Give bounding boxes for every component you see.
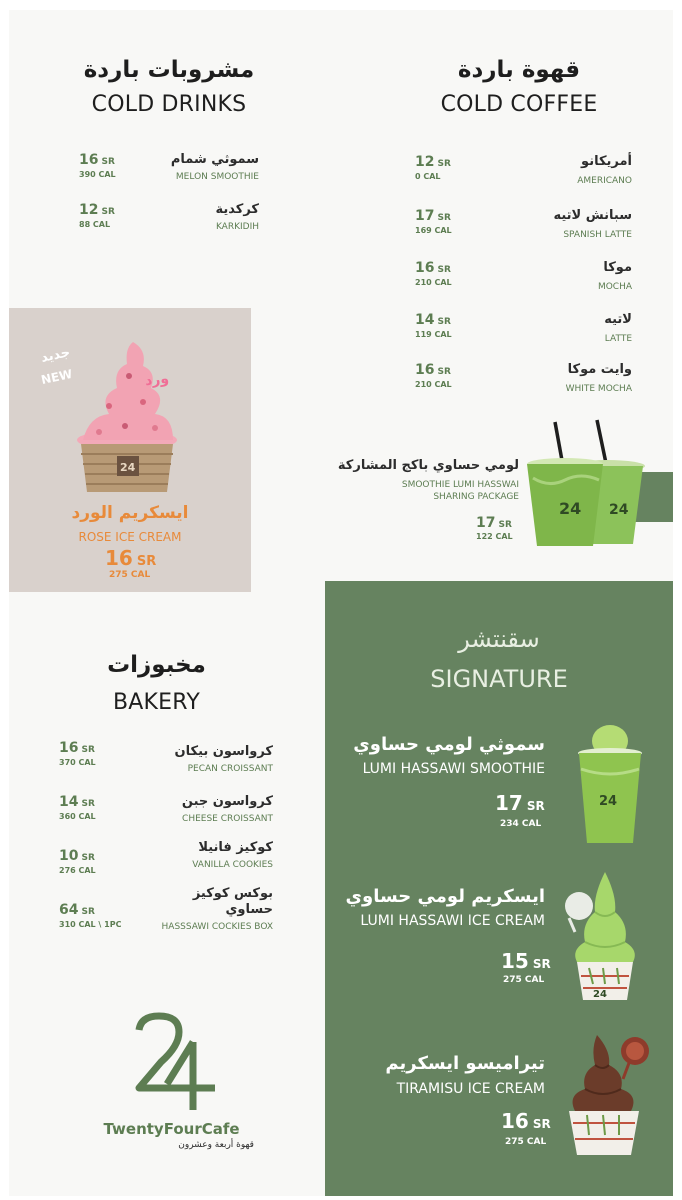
item-price: 16 SR xyxy=(79,152,115,168)
item-price: 14 SR xyxy=(415,312,451,328)
signature-item-name-ar: ايسكريم لومي حساوي xyxy=(345,886,545,907)
item-name-en: WHITE MOCHA xyxy=(565,384,632,394)
signature-title-en: SIGNATURE xyxy=(430,665,568,693)
menu-item xyxy=(79,152,259,192)
item-calories: 169 CAL xyxy=(415,226,452,235)
lumi-smoothie-image xyxy=(575,721,645,846)
item-price: 17 SR xyxy=(415,208,451,224)
menu-item xyxy=(59,840,273,888)
item-name-ar: كوكيز فانيلا xyxy=(198,840,273,855)
bakery-title-en: BAKERY xyxy=(113,690,200,715)
signature-item-name-ar: تيراميسو ايسكريم xyxy=(385,1053,545,1074)
item-name-ar: أمريكانو xyxy=(581,154,632,169)
signature-item-calories: 275 CAL xyxy=(503,975,545,985)
item-price: 12 SR xyxy=(79,202,115,218)
item-name-en: PECAN CROISSANT xyxy=(187,764,273,774)
cup-logo-text: 24 xyxy=(559,499,582,518)
item-name-en: MOCHA xyxy=(597,282,632,292)
brand-name: TwentyFourCafe xyxy=(103,1120,240,1138)
item-calories: 0 CAL xyxy=(415,172,441,181)
rose-name-en: ROSE ICE CREAM xyxy=(78,530,182,544)
rose-price: 16 SR xyxy=(105,546,157,570)
item-name-ar: سبانش لاتيه xyxy=(553,208,632,223)
item-name-en: VANILLA COOKIES xyxy=(192,860,273,870)
item-name-ar: كرواسون جبن xyxy=(181,794,273,809)
item-name-en: SPANISH LATTE xyxy=(563,230,632,240)
menu-item xyxy=(59,794,273,834)
package-name-en-line2: SHARING PACKAGE xyxy=(433,492,519,502)
item-name-en: KARKIDIH xyxy=(215,222,259,232)
lumi-ice-cream-image xyxy=(563,866,647,1001)
item-name-ar: كرواسون بيكان xyxy=(174,744,273,759)
item-calories: 276 CAL xyxy=(59,866,96,875)
item-price: 14 SR xyxy=(59,794,95,810)
item-calories: 210 CAL xyxy=(415,380,452,389)
cup-logo-text: 24 xyxy=(599,794,618,809)
item-name-en: CHEESE CROISSANT xyxy=(182,814,273,824)
item-name-ar: وايت موكا xyxy=(567,362,632,377)
package-price: 17 SR xyxy=(476,515,512,531)
bakery-title-ar: مخبوزات xyxy=(107,652,206,678)
cold-coffee-title-en: COLD COFFEE xyxy=(440,92,598,117)
item-name-ar: كركدية xyxy=(215,202,259,217)
item-name-en: LATTE xyxy=(604,334,632,344)
brand-logo-mark xyxy=(127,1012,217,1112)
menu-item xyxy=(415,208,632,248)
ward-label: ورد xyxy=(144,370,170,390)
item-name-ar: بوكس كوكيز xyxy=(192,886,273,901)
signature-item-name-en: TIRAMISU ICE CREAM xyxy=(396,1081,545,1097)
item-price: 64 SR xyxy=(59,902,95,918)
menu-item xyxy=(59,740,273,780)
menu-item xyxy=(415,312,632,352)
item-calories: 370 CAL xyxy=(59,758,96,767)
item-calories: 88 CAL xyxy=(79,220,111,229)
tiramisu-ice-cream-image xyxy=(559,1027,659,1157)
signature-panel xyxy=(325,581,673,1196)
signature-item-name-en: LUMI HASSAWI SMOOTHIE xyxy=(362,761,545,777)
signature-item-name-ar: سموثي لومي حساوي xyxy=(353,734,545,755)
menu-item xyxy=(415,260,632,300)
item-price: 10 SR xyxy=(59,848,95,864)
signature-item-price: 15 SR xyxy=(501,949,551,973)
menu-item xyxy=(415,362,632,402)
item-price: 16 SR xyxy=(59,740,95,756)
cup-logo-text: 24 xyxy=(120,461,136,474)
smoothie-cups-image xyxy=(519,418,659,548)
item-name-en: AMERICANO xyxy=(577,176,632,186)
item-price: 16 SR xyxy=(415,260,451,276)
signature-item-price: 16 SR xyxy=(501,1109,551,1133)
item-name-en: MELON SMOOTHIE xyxy=(175,172,259,182)
menu-item xyxy=(59,886,273,942)
item-calories: 310 CAL \ 1PC xyxy=(59,920,122,929)
package-name-ar: لومي حساوي باكج المشاركة xyxy=(337,458,519,473)
item-name-ar: سموثي شمام xyxy=(170,152,259,167)
cup-logo-text: 24 xyxy=(609,502,629,518)
item-name-ar: لاتيه xyxy=(604,312,632,327)
item-calories: 390 CAL xyxy=(79,170,116,179)
item-calories: 119 CAL xyxy=(415,330,452,339)
item-name-ar-line2: حساوي xyxy=(225,902,273,917)
cold-coffee-title-ar: قهوة باردة xyxy=(457,57,581,83)
new-badge-ar: جديد xyxy=(39,345,72,366)
rose-calories: 275 CAL xyxy=(109,570,151,580)
new-badge-en: NEW xyxy=(39,366,74,388)
signature-title-ar: سقنتشر xyxy=(458,625,540,653)
rose-ice-cream-card xyxy=(9,308,251,592)
item-price: 16 SR xyxy=(415,362,451,378)
signature-item-price: 17 SR xyxy=(495,791,545,815)
menu-item xyxy=(79,202,259,242)
cup-logo-text: 24 xyxy=(593,989,607,1000)
item-calories: 360 CAL xyxy=(59,812,96,821)
menu-board xyxy=(9,10,673,1196)
signature-item-name-en: LUMI HASSAWI ICE CREAM xyxy=(360,913,545,929)
item-name-en: HASSSAWI COCKIES BOX xyxy=(161,922,273,932)
rose-ice-cream-image xyxy=(69,336,189,496)
item-name-ar: موكا xyxy=(603,260,632,275)
package-calories: 122 CAL xyxy=(476,532,513,541)
menu-item xyxy=(415,154,632,194)
brand-name-ar: قهوة أربعة وعشرون xyxy=(178,1140,254,1150)
signature-item-calories: 275 CAL xyxy=(505,1137,547,1147)
rose-name-ar: ايسكريم الورد xyxy=(71,503,189,523)
cold-drinks-title-ar: مشروبات باردة xyxy=(83,57,255,83)
package-name-en-line1: SMOOTHIE LUMI HASSWAI xyxy=(401,480,519,490)
item-calories: 210 CAL xyxy=(415,278,452,287)
item-price: 12 SR xyxy=(415,154,451,170)
signature-item-calories: 234 CAL xyxy=(500,819,542,829)
cold-drinks-title-en: COLD DRINKS xyxy=(91,92,247,117)
